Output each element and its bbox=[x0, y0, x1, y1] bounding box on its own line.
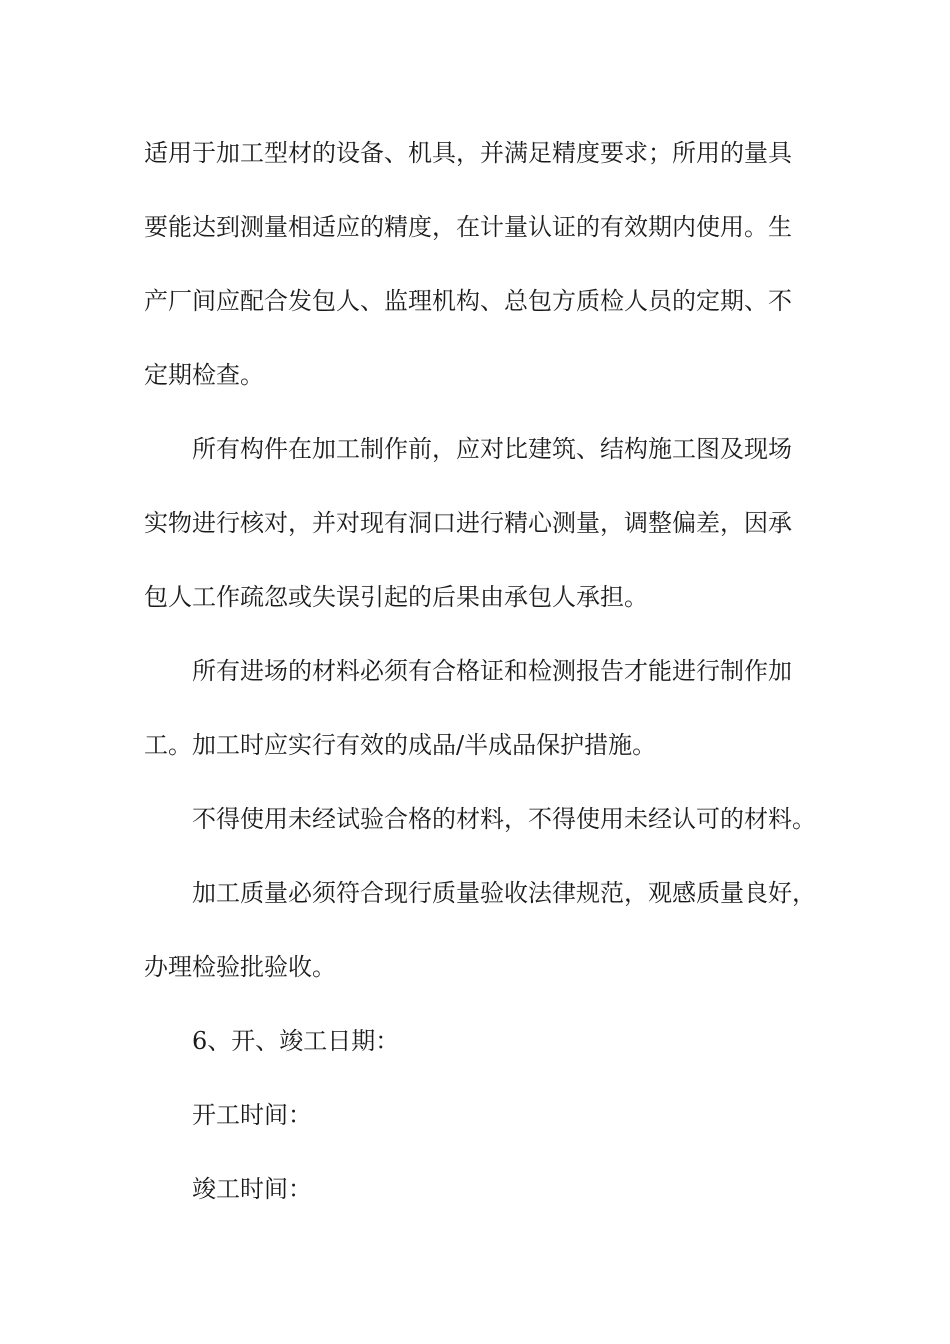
paragraph-start-line: 所有进场的材料必须有合格证和检测报告才能进行制作加 bbox=[192, 657, 792, 685]
paragraph-start-line: 加工质量必须符合现行质量验收法律规范，观感质量良好， bbox=[192, 879, 816, 907]
text-line: 要能达到测量相适应的精度，在计量认证的有效期内使用。生 bbox=[144, 213, 792, 241]
text-line: 实物进行核对，并对现有洞口进行精心测量，调整偏差，因承 bbox=[144, 509, 792, 537]
start-date-label: 开工时间： bbox=[192, 1101, 312, 1129]
section-heading: 6、开、竣工日期： bbox=[192, 1027, 400, 1055]
text-line: 办理检验批验收。 bbox=[144, 953, 336, 981]
completion-date-label: 竣工时间： bbox=[192, 1175, 312, 1203]
text-line: 工。加工时应实行有效的成品/半成品保护措施。 bbox=[144, 731, 657, 759]
text-line: 包人工作疏忽或失误引起的后果由承包人承担。 bbox=[144, 583, 648, 611]
text-line: 产厂间应配合发包人、监理机构、总包方质检人员的定期、不 bbox=[144, 287, 792, 315]
document-body bbox=[144, 128, 824, 1238]
text-line: 适用于加工型材的设备、机具，并满足精度要求；所用的量具 bbox=[144, 139, 792, 167]
paragraph-start-line: 不得使用未经试验合格的材料，不得使用未经认可的材料。 bbox=[192, 805, 816, 833]
text-line: 定期检查。 bbox=[144, 361, 264, 389]
paragraph-start-line: 所有构件在加工制作前，应对比建筑、结构施工图及现场 bbox=[192, 435, 792, 463]
